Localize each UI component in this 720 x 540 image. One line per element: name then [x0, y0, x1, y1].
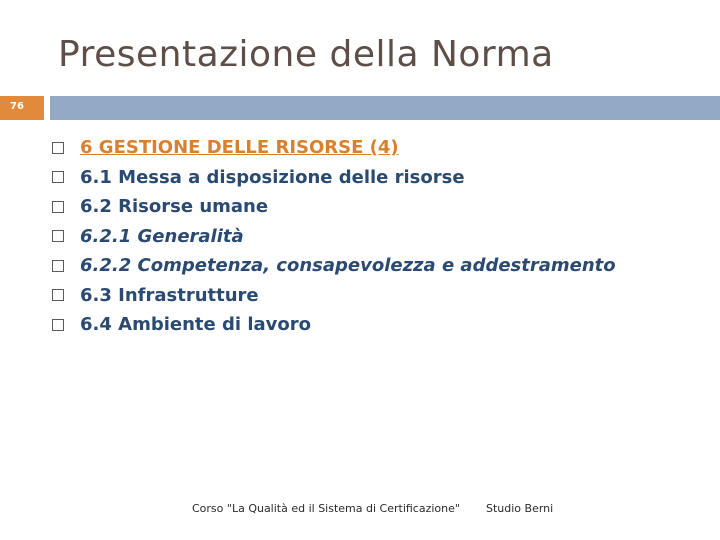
bullet-text[interactable]: 6 GESTIONE DELLE RISORSE (4): [80, 137, 399, 159]
square-bullet-icon: [52, 142, 64, 154]
bullet-text: 6.2 Risorse umane: [80, 196, 269, 218]
square-bullet-icon: [52, 230, 64, 242]
bullet-item: [52, 192, 616, 222]
bullet-list: [52, 133, 616, 340]
slide-title: Presentazione della Norma: [58, 34, 554, 75]
square-bullet-icon: [52, 260, 64, 272]
bullet-item: [52, 222, 616, 252]
footer-author: Studio Berni: [486, 502, 554, 515]
square-bullet-icon: [52, 201, 64, 213]
square-bullet-icon: [52, 319, 64, 331]
bullet-text: 6.2.2 Competenza, consapevolezza e addestramento: [80, 255, 616, 277]
bullet-item: [52, 163, 616, 193]
slide-number: 76: [10, 101, 24, 112]
bullet-item: [52, 281, 616, 311]
bullet-text: 6.4 Ambiente di lavoro: [80, 314, 311, 336]
square-bullet-icon: [52, 171, 64, 183]
square-bullet-icon: [52, 289, 64, 301]
bullet-text: 6.1 Messa a disposizione delle risorse: [80, 166, 465, 188]
bullet-text: 6.2.1 Generalità: [80, 225, 244, 247]
bullet-text: 6.3 Infrastrutture: [80, 284, 259, 306]
footer-course: Corso "La Qualità ed il Sistema di Certificazione": [192, 502, 460, 515]
bullet-item: [52, 133, 616, 163]
bullet-item: [52, 251, 616, 281]
title-rule: [50, 96, 720, 120]
bullet-item: [52, 310, 616, 340]
